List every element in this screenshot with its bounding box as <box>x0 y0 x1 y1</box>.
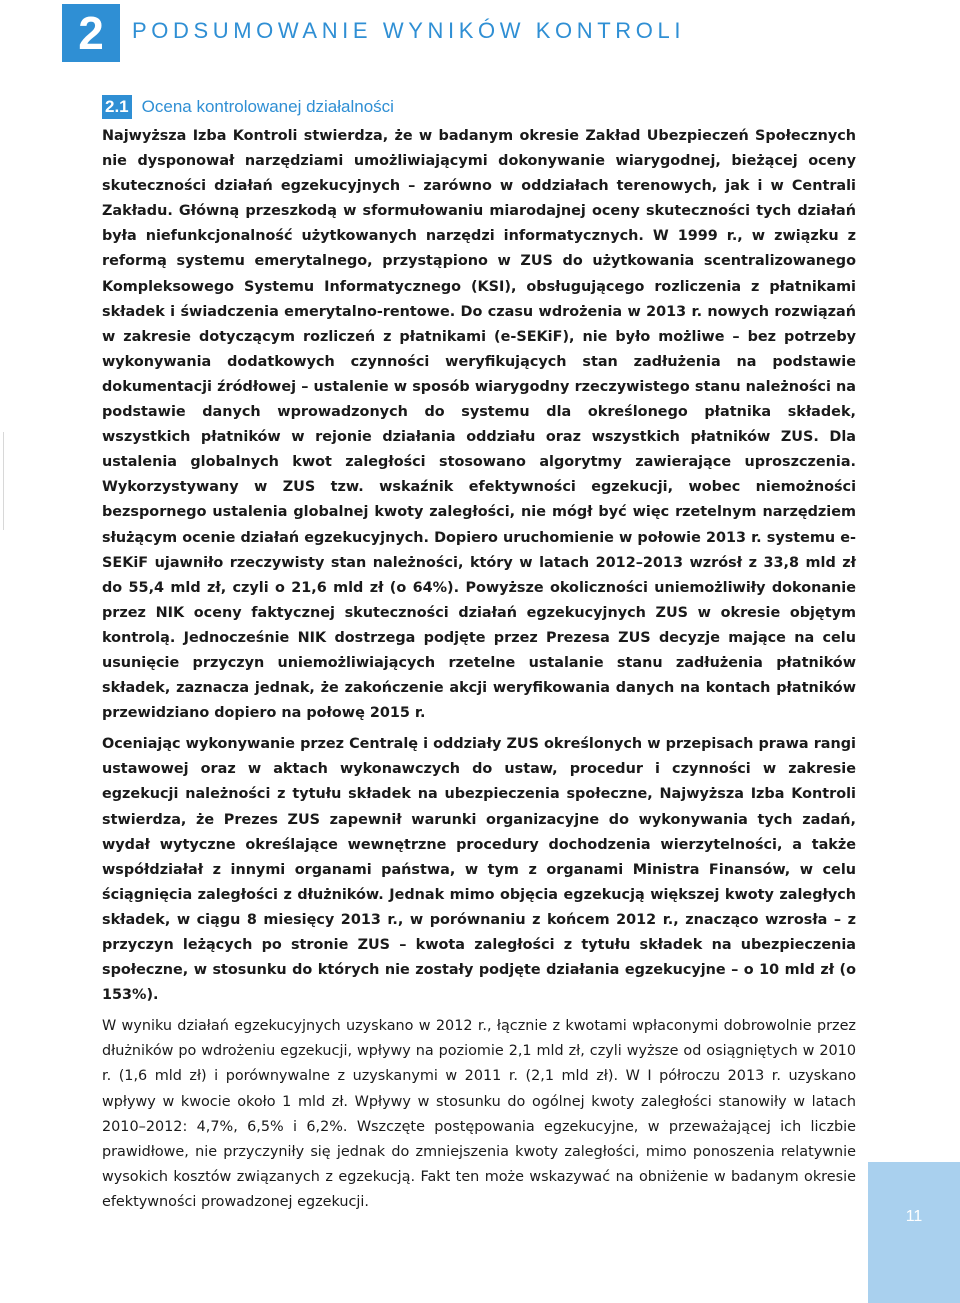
chapter-number-box <box>62 4 120 62</box>
margin-line <box>3 432 4 530</box>
section-number: 2.1 <box>102 95 132 119</box>
paragraph-1: Najwyższa Izba Kontroli stwierdza, że w badanym okresie Zakład Ubezpieczeń Społecznych nie dysponował narzędziami umożliwiającymi dokonywanie wiarygodnej, bieżącej oceny skuteczności działań egzekucyjnych – zarówno w oddziałach terenowych, jak i w Centrali Zakładu. Główną przeszkodą w sformułowaniu miarodajnej oceny skuteczności tych działań była niefunkcjonalność użytkowanych narzędzi informatycznych. W 1999 r., w związku z reformą systemu emerytalnego, przystąpiono w ZUS do użytkowania scentralizowanego Kompleksowego Systemu Informatycznego (KSI), obsługującego rozliczenia z płatnikami składek i świadczenia emerytalno-rentowe. Do czasu wdrożenia w 2013 r. nowych rozwiązań w zakresie dotyczącym rozliczeń z płatnikami (e-SEKiF), nie było możliwe – bez potrzeby wykonywania dodatkowych czynności weryfikujących stan zadłużenia na podstawie dokumentacji źródłowej – ustalenie w sposób wiarygodny rzeczywistego stanu należności na podstawie danych wprowadzonych do systemu dla określonego płatnika składek, wszystkich płatników w rejonie działania oddziału oraz wszystkich płatników ZUS. Dla ustalenia globalnych kwot zaległości stosowano algorytmy zawierające uproszczenia. Wykorzystywany w ZUS tzw. wskaźnik efektywności egzekucji, wobec niemożności bezspornego ustalenia globalnej kwoty zaległości, nie mógł być więc rzetelnym narzędziem służącym ocenie działań egzekucyjnych. Dopiero uruchomienie w połowie 2013 r. systemu e-SEKiF ujawniło rzeczywisty stan należności, który w latach 2012–2013 wzrósł z 33,8 mld zł do 55,4 mld zł, czyli o 21,6 mld zł (o 64%). Powyższe okoliczności uniemożliwiły dokonanie przez NIK oceny faktycznej skuteczności działań egzekucyjnych ZUS w okresie objętym kontrolą. Jednocześnie NIK dostrzega podjęte przez Prezesa ZUS decyzje mające na celu usunięcie przyczyn uniemożliwiających rzetelne ustalanie stanu zadłużenia płatników składek, zaznacza jednak, że zakończenie akcji weryfikowania danych na kontach płatników przewidziano dopiero na połowę 2015 r. <box>102 128 856 722</box>
body-text <box>102 124 856 1215</box>
section-title: Ocena kontrolowanej działalności <box>141 97 394 116</box>
chapter-number: 2 <box>78 7 104 59</box>
page-number: 11 <box>905 1208 923 1225</box>
paragraph-3: W wyniku działań egzekucyjnych uzyskano w 2012 r., łącznie z kwotami wpłaconymi dobrowolnie przez dłużników po wdrożeniu egzekucji, wpływy na poziomie 2,1 mld zł, czyli wyższe od osiągniętych w 2010 r. (1,6 mld zł) i porównywalne z uzyskanymi w 2011 r. (2,1 mld zł). W I półroczu 2013 r. uzyskano wpływy w kwocie około 1 mld zł. Wpływy w stosunku do ogólnej kwoty zaległości stanowiły w latach 2010–2012: 4,7%, 6,5% i 6,2%. Wszczęte postępowania egzekucyjne, w przeważającej ich liczbie prawidłowe, nie przyczyniły się jednak do zmniejszenia kwoty zaległości, mimo ponoszenia relatywnie wysokich kosztów związanych z egzekucją. Fakt ten może wskazywać na obniżenie w badanym okresie efektywności prowadzonej egzekucji. <box>102 1018 856 1210</box>
chapter-title: PODSUMOWANIE WYNIKÓW KONTROLI <box>132 18 686 43</box>
section-heading <box>102 95 394 119</box>
page-number-tab <box>868 1162 960 1303</box>
paragraph-2: Oceniając wykonywanie przez Centralę i oddziały ZUS określonych w przepisach prawa rangi ustawowej oraz w aktach wykonawczych do ustaw, procedur i czynności w zakresie egzekucji należności z tytułu składek na ubezpieczenia społeczne, Najwyższa Izba Kontroli stwierdza, że Prezes ZUS zapewnił warunki organizacyjne do wykonywania tych zadań, wydał wytyczne określające wewnętrzne procedury dochodzenia wierzytelności, a także współdziałał z innymi organami państwa, w tym z organami Ministra Finansów, w celu ściągnięcia zaległości z dłużników. Jednak mimo objęcia egzekucją większej kwoty zaległych składek, w ciągu 8 miesięcy 2013 r., w porównaniu z końcem 2012 r., znacząco wzrosła – z przyczyn leżących po stronie ZUS – kwota zaległości z tytułu składek na ubezpieczenia społeczne, w stosunku do których nie zostały podjęte działania egzekucyjne – o 10 mld zł (o 153%). <box>102 736 856 1004</box>
